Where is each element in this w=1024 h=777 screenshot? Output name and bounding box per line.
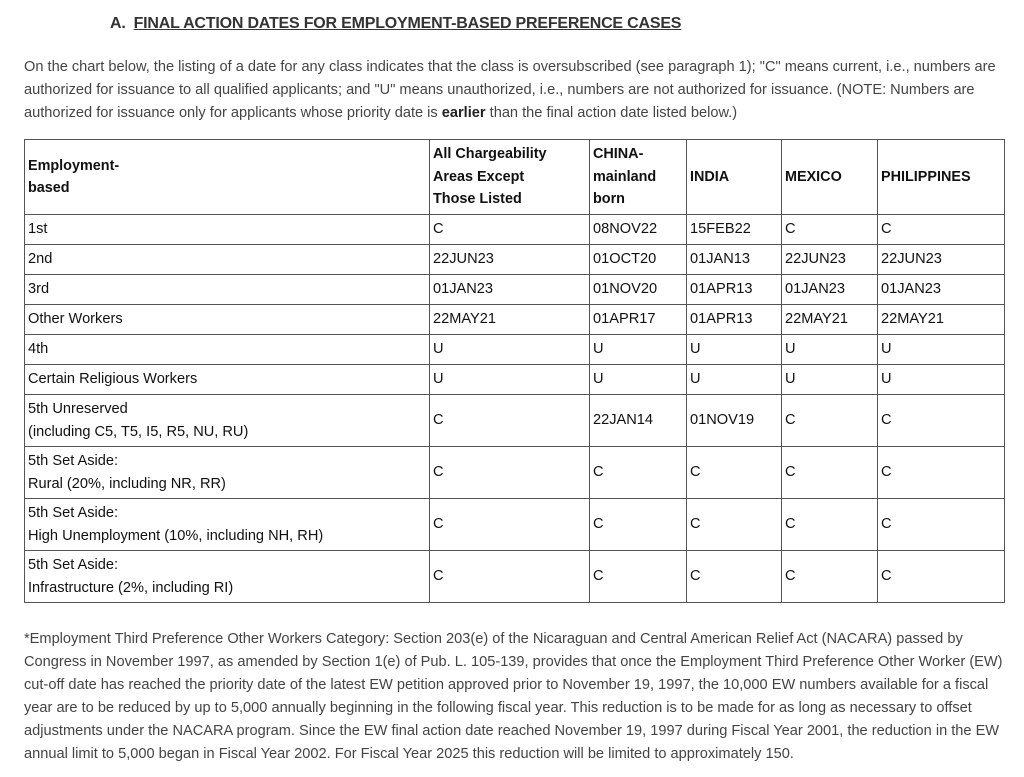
cell-china: 22JAN14 (590, 395, 687, 447)
cell-all-chargeability: U (430, 365, 590, 395)
cell-china: U (590, 335, 687, 365)
row-label: 5th Unreserved (including C5, T5, I5, R5, NU, RU) (25, 395, 430, 447)
cell-india: U (687, 365, 782, 395)
intro-text-before: On the chart below, the listing of a date for any class indicates that the class is oversubscribed (see paragraph 1); "C" means current, i.e., numbers are authorized for issuance to all qualified applicants; and "U" means unauthorized, i.e., numbers are not authorized for issuance. (NOTE: Numbers are authorized for issuance only for applicants whose priority date is (24, 59, 996, 121)
cell-mexico: 22MAY21 (782, 305, 878, 335)
cell-all-chargeability: 22JUN23 (430, 245, 590, 275)
table-header-row (25, 140, 1005, 215)
cell-philippines: 22MAY21 (878, 305, 1005, 335)
cell-india: 15FEB22 (687, 215, 782, 245)
cell-mexico: U (782, 365, 878, 395)
header-india: INDIA (687, 140, 782, 215)
section-title: FINAL ACTION DATES FOR EMPLOYMENT-BASED PREFERENCE CASES (133, 15, 682, 32)
header-employment-based: Employment- based (25, 140, 430, 215)
cell-all-chargeability: 22MAY21 (430, 305, 590, 335)
table-row-certain-religious-workers (25, 365, 1005, 395)
table-row-5th-unreserved (25, 395, 1005, 447)
header-mexico: MEXICO (782, 140, 878, 215)
cell-philippines: C (878, 395, 1005, 447)
intro-bold-word: earlier (441, 105, 486, 121)
section-letter: A. (110, 15, 126, 32)
cell-all-chargeability: 01JAN23 (430, 275, 590, 305)
footnote-paragraph: *Employment Third Preference Other Workers Category: Section 203(e) of the Nicaraguan and Central American Relief Act (NACARA) passed by Congress in November 1997, as amended by Section 1(e) of Pub. L. 105-139, provides that once the Employment Third Preference Other Worker (EW) cut-off date has reached the priority date of the latest EW petition approved prior to November 19, 1997, the 10,000 EW numbers available for a fiscal year are to be reduced by up to 5,000 annually beginning in the following fiscal year. This reduction is to be made for as long as necessary to offset adjustments under the NACARA program. Since the EW final action date reached November 19, 1997 during Fiscal Year 2001, the reduction in the EW annual limit to 5,000 began in Fiscal Year 2002. For Fiscal Year 2025 this reduction will be limited to approximately 150. (24, 631, 1003, 762)
cell-mexico: 01JAN23 (782, 275, 878, 305)
intro-paragraph (24, 56, 1004, 125)
cell-china: 08NOV22 (590, 215, 687, 245)
table-row-5th-set-aside-rural (25, 447, 1005, 499)
row-label: Certain Religious Workers (25, 365, 430, 395)
cell-philippines: 22JUN23 (878, 245, 1005, 275)
row-label: 3rd (25, 275, 430, 305)
cell-all-chargeability: C (430, 551, 590, 603)
cell-mexico: U (782, 335, 878, 365)
table-row-other-workers (25, 305, 1005, 335)
cell-mexico: C (782, 395, 878, 447)
cell-all-chargeability: C (430, 215, 590, 245)
cell-mexico: C (782, 447, 878, 499)
cell-india: C (687, 499, 782, 551)
header-china: CHINA- mainland born (590, 140, 687, 215)
cell-philippines: C (878, 499, 1005, 551)
cell-china: C (590, 447, 687, 499)
intro-text-after: than the final action date listed below.) (485, 105, 738, 121)
cell-mexico: C (782, 215, 878, 245)
header-all-chargeability: All Chargeability Areas Except Those Listed (430, 140, 590, 215)
row-label: Other Workers (25, 305, 430, 335)
row-label: 5th Set Aside: Infrastructure (2%, including RI) (25, 551, 430, 603)
table-row-5th-set-aside-infrastructure (25, 551, 1005, 603)
cell-china: C (590, 499, 687, 551)
cell-india: C (687, 551, 782, 603)
cell-philippines: U (878, 335, 1005, 365)
cell-mexico: C (782, 499, 878, 551)
final-action-dates-table (24, 139, 1005, 603)
row-label: 2nd (25, 245, 430, 275)
cell-all-chargeability: C (430, 447, 590, 499)
cell-china: 01NOV20 (590, 275, 687, 305)
table-row-2nd (25, 245, 1005, 275)
cell-india: 01NOV19 (687, 395, 782, 447)
table-row-1st (25, 215, 1005, 245)
cell-india: U (687, 335, 782, 365)
cell-china: 01APR17 (590, 305, 687, 335)
cell-mexico: C (782, 551, 878, 603)
row-label: 5th Set Aside: Rural (20%, including NR, RR) (25, 447, 430, 499)
cell-india: C (687, 447, 782, 499)
table-row-5th-set-aside-high-unemployment (25, 499, 1005, 551)
cell-mexico: 22JUN23 (782, 245, 878, 275)
cell-india: 01APR13 (687, 305, 782, 335)
header-philippines: PHILIPPINES (878, 140, 1005, 215)
row-label: 4th (25, 335, 430, 365)
row-label: 5th Set Aside: High Unemployment (10%, including NH, RH) (25, 499, 430, 551)
cell-all-chargeability: C (430, 499, 590, 551)
row-label: 1st (25, 215, 430, 245)
cell-china: 01OCT20 (590, 245, 687, 275)
cell-all-chargeability: C (430, 395, 590, 447)
cell-china: C (590, 551, 687, 603)
cell-philippines: C (878, 447, 1005, 499)
cell-all-chargeability: U (430, 335, 590, 365)
cell-philippines: C (878, 215, 1005, 245)
cell-philippines: U (878, 365, 1005, 395)
section-heading (110, 15, 681, 33)
cell-india: 01JAN13 (687, 245, 782, 275)
table-row-3rd (25, 275, 1005, 305)
cell-philippines: 01JAN23 (878, 275, 1005, 305)
cell-philippines: C (878, 551, 1005, 603)
table-row-4th (25, 335, 1005, 365)
cell-india: 01APR13 (687, 275, 782, 305)
cell-china: U (590, 365, 687, 395)
